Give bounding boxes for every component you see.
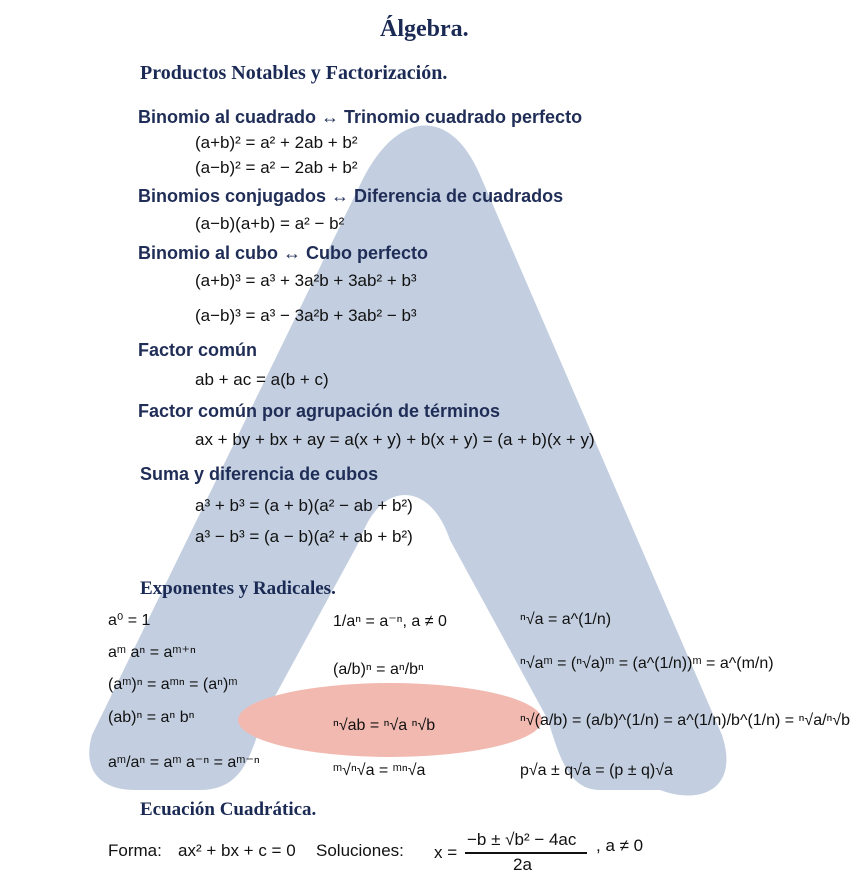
- x-label: x =: [434, 843, 458, 862]
- fraction-bar: [465, 852, 587, 854]
- exp-rule: (aᵐ)ⁿ = aᵐⁿ = (aⁿ)ᵐ: [108, 676, 238, 693]
- exp-rule: a⁰ = 1: [108, 612, 151, 629]
- numerador: −b ± √b² − 4ac: [467, 830, 577, 849]
- section-productos: Productos Notables y Factorización.: [140, 62, 448, 84]
- exp-rule: 1/aⁿ = a⁻ⁿ, a ≠ 0: [333, 613, 447, 630]
- heading-binomio-cubo: Binomio al cubo ↔ Cubo perfecto: [138, 243, 429, 263]
- exp-rule: aᵐ aⁿ = aᵐ⁺ⁿ: [108, 644, 196, 661]
- formula: (a−b)(a+b) = a² − b²: [195, 214, 345, 233]
- heading-binomios-conjugados: Binomios conjugados ↔ Diferencia de cuadrados: [138, 186, 564, 206]
- exp-rule: ⁿ√(a/b) = (a/b)^(1/n) = a^(1/n)/b^(1/n) = ⁿ√a/ⁿ√b: [520, 712, 850, 729]
- section-exponentes: Exponentes y Radicales.: [140, 578, 336, 599]
- formula: (a−b)³ = a³ − 3a²b + 3ab² − b³: [195, 306, 417, 325]
- exp-rule: ᵐ√ⁿ√a = ᵐⁿ√a: [333, 762, 426, 779]
- denominador: 2a: [513, 855, 532, 874]
- formula: a³ + b³ = (a + b)(a² − ab + b²): [195, 496, 413, 515]
- forma-label: Forma:: [108, 841, 162, 860]
- heading-factor-comun: Factor común: [138, 340, 258, 360]
- exp-rule: (a/b)ⁿ = aⁿ/bⁿ: [333, 661, 424, 678]
- exp-rule: aᵐ/aⁿ = aᵐ a⁻ⁿ = aᵐ⁻ⁿ: [108, 754, 260, 771]
- formula: (a+b)² = a² + 2ab + b²: [195, 133, 358, 152]
- formula: (a−b)² = a² − 2ab + b²: [195, 158, 358, 177]
- soluciones-label: Soluciones:: [316, 841, 404, 860]
- heading-suma-cubos: Suma y diferencia de cubos: [140, 464, 379, 484]
- condicion: , a ≠ 0: [596, 836, 644, 855]
- formula: ab + ac = a(b + c): [195, 370, 329, 389]
- exp-rule: ⁿ√a = a^(1/n): [520, 611, 612, 628]
- formula: (a+b)³ = a³ + 3a²b + 3ab² + b³: [195, 271, 417, 290]
- exp-rule: (ab)ⁿ = aⁿ bⁿ: [108, 709, 195, 726]
- section-ecuacion: Ecuación Cuadrática.: [140, 799, 317, 820]
- exp-rule: p√a ± q√a = (p ± q)√a: [520, 762, 673, 779]
- formula: a³ − b³ = (a − b)(a² + ab + b²): [195, 527, 413, 546]
- heading-factor-agrupacion: Factor común por agrupación de términos: [138, 401, 501, 421]
- page-title: Álgebra.: [380, 16, 469, 42]
- forma-formula: ax² + bx + c = 0: [178, 841, 296, 860]
- exp-rule: ⁿ√aᵐ = (ⁿ√a)ᵐ = (a^(1/n))ᵐ = a^(m/n): [520, 655, 774, 672]
- exp-rule: ⁿ√ab = ⁿ√a ⁿ√b: [333, 717, 436, 734]
- formula: ax + by + bx + ay = a(x + y) + b(x + y) = (a + b)(x + y): [195, 430, 595, 449]
- heading-binomio-cuadrado: Binomio al cuadrado ↔ Trinomio cuadrado perfecto: [138, 107, 583, 127]
